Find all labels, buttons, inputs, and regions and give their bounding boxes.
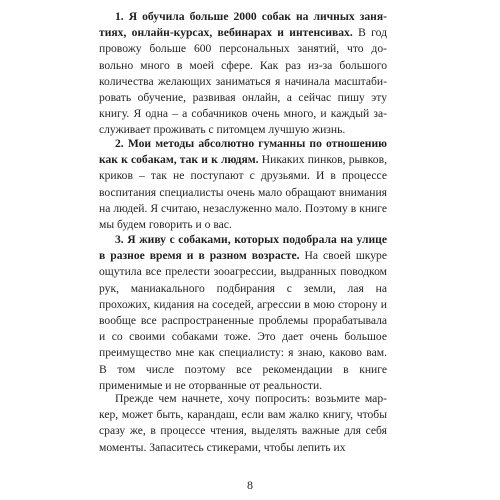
paragraph-3-body: На своей шкуре ощутила все прелести зооагрессии, выдранных поводком рук, маниакального подбирания с земли, лая на прохожих, кидания на соседей, агрессии в мою сторону и вообще все распространенные проблемы прорабатывала и со своими собаками тоже. Это дает очень большое преимущество мне как специалисту: я знаю, каково вам. В том числе поэтому все рекомендации в книге применимые и не оторванные от реальности. bbox=[99, 249, 387, 392]
paragraph-4-body: Прежде чем начнете, хочу попросить: возьмите маркер, может быть, карандаш, если вам жалко книгу, чтобы сразу же, в процессе чтения, выделять важные для себя моменты. Запаситесь стикерами, чтобы лепить их bbox=[99, 392, 387, 454]
paragraph-1-body: В год провожу больше 600 персональных занятий, что довольно много в моей сфере. Как раз из-за большого количества желающих заниматься я начинала масштабировать обучение, развивая онлайн, а сейчас пишу эту книгу. Я одна – а собачников очень много, и каждый заслуживает проживать с питомцем лучшую жизнь. bbox=[99, 26, 387, 137]
paragraph-1 bbox=[99, 9, 387, 139]
paragraph-1-lead: 1. Я обучила больше 2000 собак на личных занятиях, онлайн-курсах, вебинарах и интенсивах. bbox=[99, 10, 387, 40]
page-number: 8 bbox=[247, 478, 253, 492]
paragraph-2-body: Никаких пинков, рывков, криков – так не поступают с друзьями. И в процессе воспитания специалисты очень мало обращают внимания на людей. Я считаю, незаслуженно мало. Поэтому в книге мы будем говорить и о вас. bbox=[99, 153, 387, 232]
paragraph-2 bbox=[99, 136, 387, 233]
paragraph-2-lead: 2. Мои методы абсолютно гуманны по отношению как к собакам, так и к людям. bbox=[99, 137, 387, 167]
paragraph-4 bbox=[99, 391, 387, 456]
paragraph-3 bbox=[99, 232, 387, 394]
paragraph-3-lead: 3. Я живу с собаками, которых подобрала на улице в разное время и в разном возрасте. bbox=[99, 233, 387, 263]
